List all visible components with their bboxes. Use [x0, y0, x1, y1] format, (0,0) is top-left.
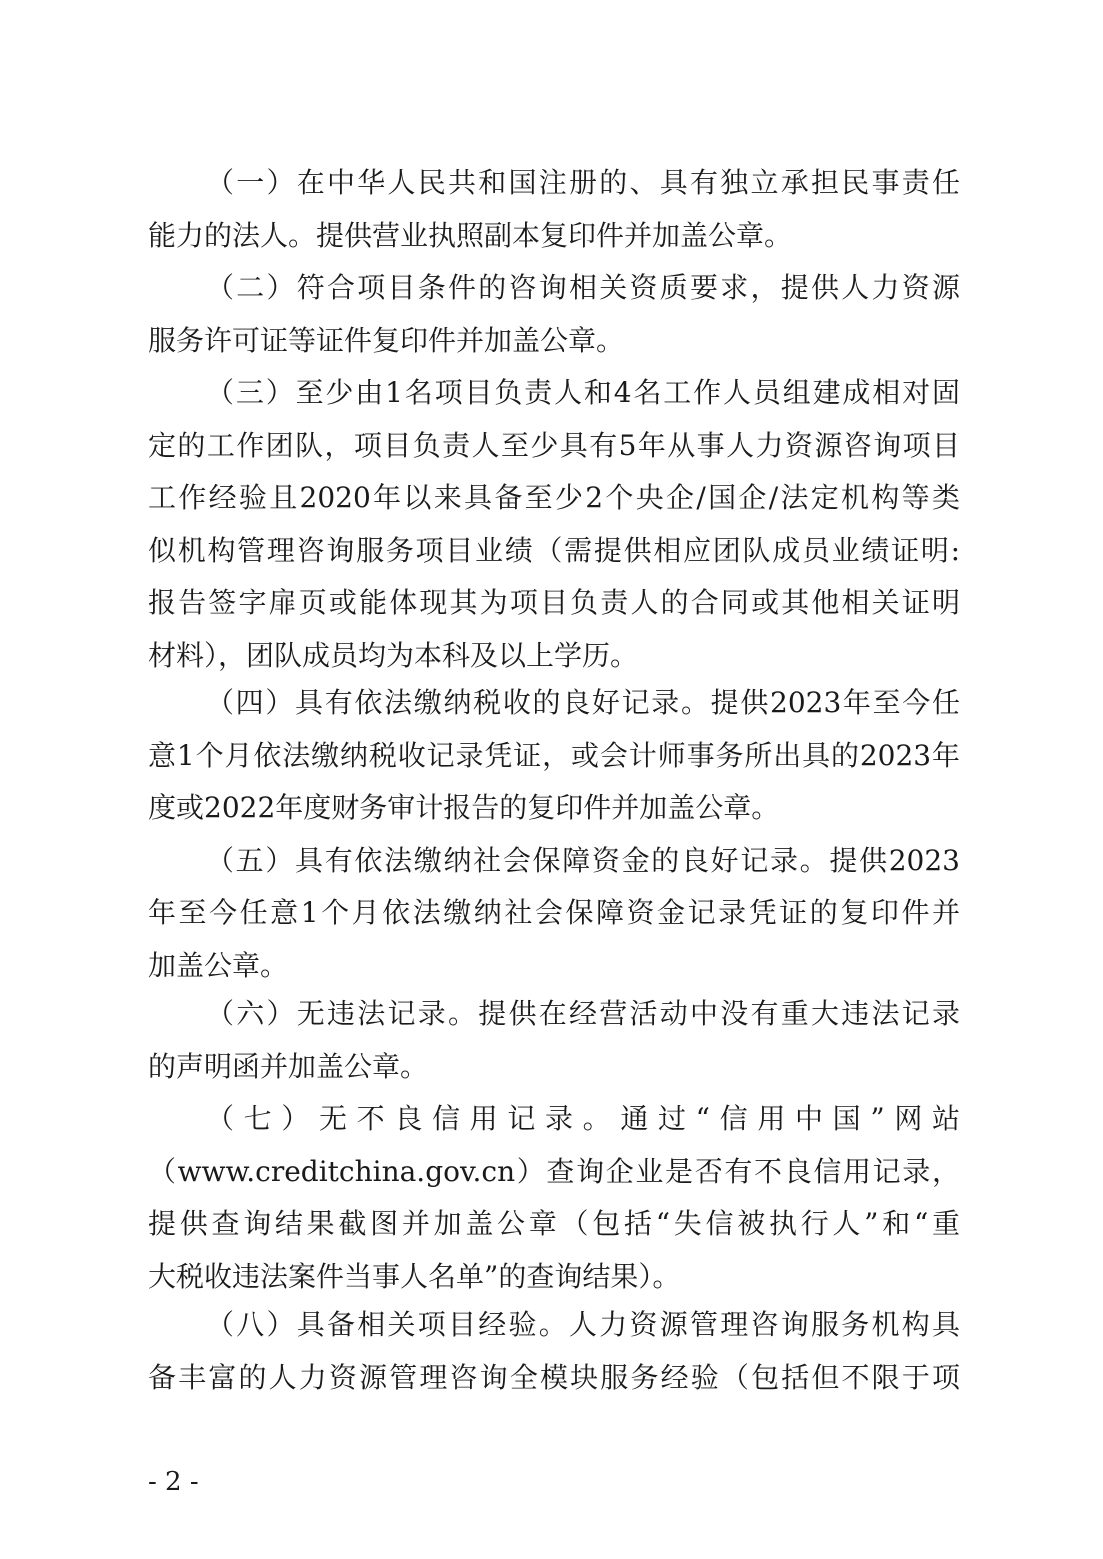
- text-line: 似机构管理咨询服务项目业绩（需提供相应团队成员业绩证明:: [148, 534, 960, 567]
- text-line: 的声明函并加盖公章。: [148, 1050, 429, 1083]
- text-line: 意1个月依法缴纳税收记录凭证，或会计师事务所出具的2023年: [148, 739, 960, 772]
- text-line: 备丰富的人力资源管理咨询全模块服务经验（包括但不限于项: [148, 1361, 960, 1394]
- text-line: 工作经验且2020年以来具备至少2个央企/国企/法定机构等类: [148, 481, 960, 514]
- text-line: 能力的法人。提供营业执照副本复印件并加盖公章。: [148, 219, 793, 252]
- page-number: - 2 -: [148, 1467, 199, 1497]
- text-line: （二）符合项目条件的咨询相关资质要求，提供人力资源: [206, 271, 960, 304]
- text-line: （一）在中华人民共和国注册的、具有独立承担民事责任: [206, 166, 960, 199]
- text-line: （www.creditchina.gov.cn）查询企业是否有不良信用记录，: [148, 1155, 960, 1188]
- text-line: 大税收违法案件当事人名单”的查询结果）。: [148, 1260, 681, 1293]
- text-line: 度或2022年度财务审计报告的复印件并加盖公章。: [148, 791, 780, 824]
- text-line: 年至今任意1个月依法缴纳社会保障资金记录凭证的复印件并: [148, 896, 960, 929]
- text-line: 加盖公章。: [148, 949, 289, 982]
- text-line: （三）至少由1名项目负责人和4名工作人员组建成相对固: [206, 376, 960, 409]
- text-line: 报告签字扉页或能体现其为项目负责人的合同或其他相关证明: [148, 586, 960, 619]
- text-line: （四）具有依法缴纳税收的良好记录。提供2023年至今任: [206, 686, 960, 719]
- text-line: （六）无违法记录。提供在经营活动中没有重大违法记录: [206, 997, 960, 1030]
- text-line: （八）具备相关项目经验。人力资源管理咨询服务机构具: [206, 1308, 960, 1341]
- text-line: 材料），团队成员均为本科及以上学历。: [148, 639, 639, 672]
- text-line: （五）具有依法缴纳社会保障资金的良好记录。提供2023: [206, 844, 960, 877]
- text-line: 服务许可证等证件复印件并加盖公章。: [148, 324, 625, 357]
- text-line: （七）无不良信用记录。通过“信用中国”网站: [206, 1102, 960, 1135]
- text-line: 提供查询结果截图并加盖公章（包括“失信被执行人”和“重: [148, 1207, 960, 1240]
- text-line: 定的工作团队，项目负责人至少具有5年从事人力资源咨询项目: [148, 429, 960, 462]
